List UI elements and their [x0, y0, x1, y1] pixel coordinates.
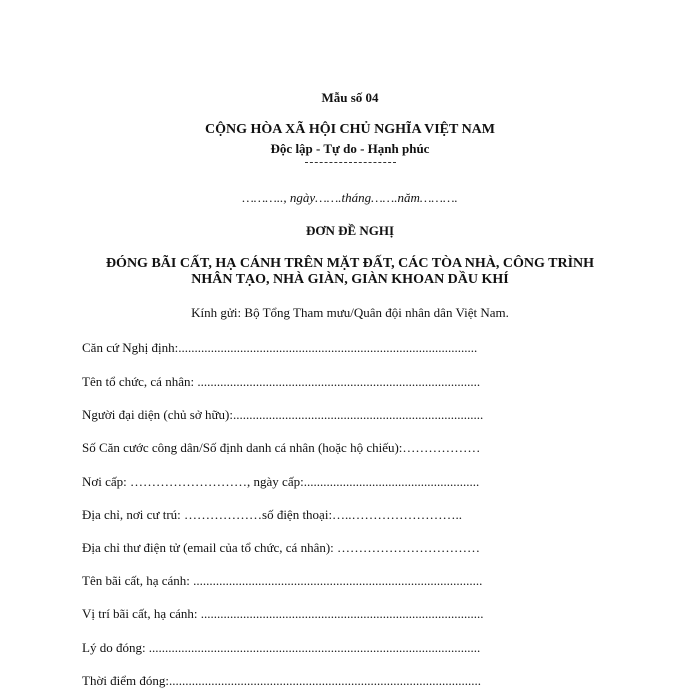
field-address-phone: Địa chỉ, nơi cư trú: ………………số điện thoại:…..……………………..: [82, 507, 463, 522]
national-motto: Độc lập - Tự do - Hạnh phúc: [270, 141, 430, 156]
field-organization-name: Tên tổ chức, cá nhân: .......................................................................................: [82, 374, 481, 389]
date-line: ……….., ngày…….tháng…….năm……….: [242, 190, 458, 205]
motto-underline: [305, 162, 396, 163]
field-site-name: Tên bãi cất, hạ cánh: .........................................................................................: [82, 573, 483, 588]
field-legal-basis: Căn cứ Nghị định:............................................................................................: [82, 340, 478, 355]
document-subject-line-1: ĐÓNG BÃI CẤT, HẠ CÁNH TRÊN MẶT ĐẤT, CÁC TÒA NHÀ, CÔNG TRÌNH: [105, 256, 595, 271]
field-site-location: Vị trí bãi cất, hạ cánh: .......................................................................................: [82, 606, 484, 621]
field-closure-time: Thời điểm đóng:................................................................................................: [82, 673, 482, 688]
field-representative: Người đại diện (chủ sở hữu):.............................................................................: [82, 407, 484, 422]
field-closure-reason: Lý do đóng: ......................................................................................................: [82, 640, 481, 655]
field-issue-place-date: Nơi cấp: ………………………, ngày cấp:......................................................: [82, 474, 480, 489]
field-email: Địa chỉ thư điện tử (email của tổ chức, cá nhân): ……………………………: [82, 540, 481, 555]
form-number: Mẫu số 04: [321, 90, 379, 105]
document-subject-line-2: NHÂN TẠO, NHÀ GIÀN, GIÀN KHOAN DẦU KHÍ: [191, 272, 509, 287]
addressee: Kính gửi: Bộ Tổng Tham mưu/Quân đội nhân dân Việt Nam.: [191, 305, 509, 320]
field-id-number: Số Căn cước công dân/Số định danh cá nhân (hoặc hộ chiếu):………………: [82, 440, 481, 455]
document-type-title: ĐƠN ĐỀ NGHỊ: [305, 223, 395, 238]
national-title: CỘNG HÒA XÃ HỘI CHỦ NGHĨA VIỆT NAM: [204, 122, 495, 137]
